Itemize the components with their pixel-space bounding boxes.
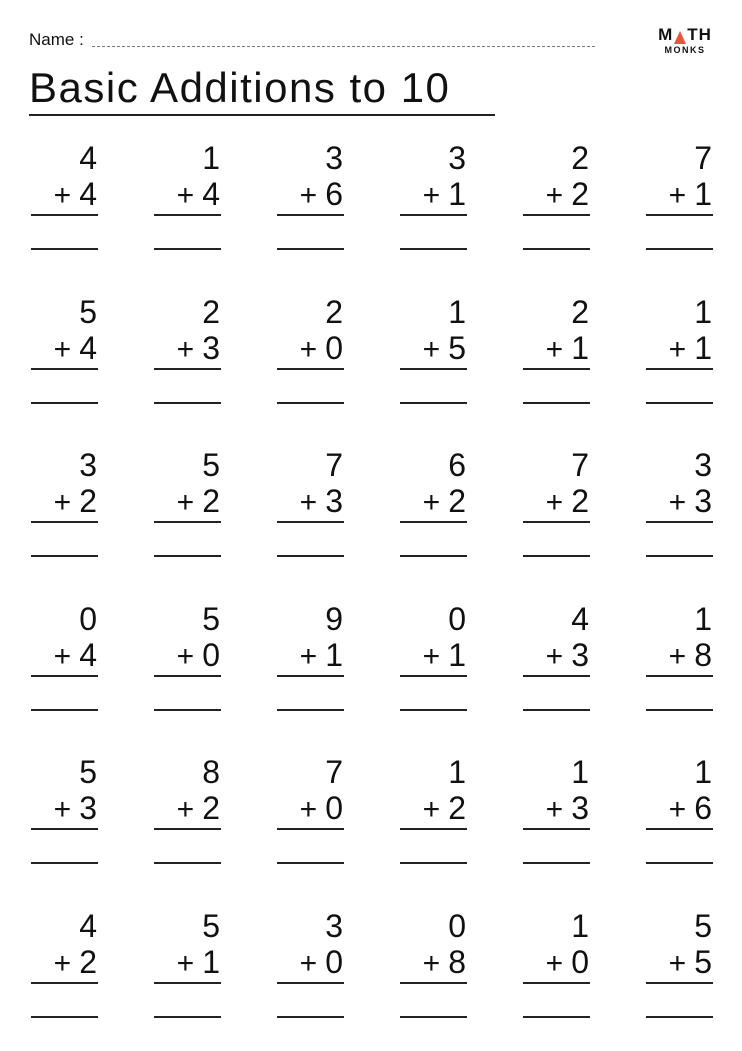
top-addend: 4 — [79, 140, 97, 176]
top-addend: 0 — [79, 601, 97, 637]
sum-line — [523, 982, 590, 984]
answer-blank[interactable] — [646, 402, 713, 404]
addition-problem — [2, 437, 125, 591]
plus-sign: + — [177, 179, 195, 212]
sum-line — [523, 368, 590, 370]
top-addend: 4 — [571, 601, 589, 637]
addition-problem — [371, 898, 494, 1051]
addition-problem — [371, 284, 494, 438]
bottom-row — [54, 944, 97, 982]
answer-blank[interactable] — [523, 402, 590, 404]
bottom-row — [423, 637, 466, 675]
top-addend: 5 — [79, 754, 97, 790]
sum-line — [154, 828, 221, 830]
bottom-addend: 2 — [79, 483, 97, 519]
addition-problem — [617, 437, 740, 591]
bottom-row — [177, 483, 220, 521]
bottom-row — [669, 483, 712, 521]
sum-line — [31, 368, 98, 370]
sum-line — [400, 368, 467, 370]
bottom-row — [177, 944, 220, 982]
sum-line — [523, 828, 590, 830]
sum-line — [523, 521, 590, 523]
answer-blank[interactable] — [154, 555, 221, 557]
bottom-row — [54, 176, 97, 214]
plus-sign: + — [54, 793, 72, 826]
bottom-row — [546, 176, 589, 214]
addition-problem — [617, 284, 740, 438]
addition-problem — [125, 744, 248, 898]
answer-blank[interactable] — [154, 1016, 221, 1018]
top-addend: 5 — [79, 294, 97, 330]
bottom-addend: 5 — [448, 330, 466, 366]
top-addend: 8 — [202, 754, 220, 790]
addition-problem — [248, 898, 371, 1051]
top-addend: 5 — [694, 908, 712, 944]
bottom-addend: 0 — [325, 944, 343, 980]
sum-line — [31, 214, 98, 216]
addition-problem — [248, 130, 371, 284]
bottom-addend: 0 — [325, 330, 343, 366]
sum-line — [400, 982, 467, 984]
plus-sign: + — [546, 333, 564, 366]
bottom-addend: 4 — [79, 176, 97, 212]
bottom-addend: 6 — [325, 176, 343, 212]
bottom-addend: 4 — [79, 330, 97, 366]
addition-problem — [617, 744, 740, 898]
top-addend: 5 — [202, 447, 220, 483]
sum-line — [31, 828, 98, 830]
bottom-addend: 3 — [571, 637, 589, 673]
top-addend: 5 — [202, 908, 220, 944]
addition-problem — [371, 437, 494, 591]
top-addend: 2 — [571, 140, 589, 176]
answer-blank[interactable] — [523, 709, 590, 711]
bottom-row — [54, 790, 97, 828]
plus-sign: + — [423, 333, 441, 366]
bottom-row — [669, 790, 712, 828]
bottom-addend: 0 — [202, 637, 220, 673]
bottom-addend: 2 — [571, 176, 589, 212]
plus-sign: + — [177, 947, 195, 980]
bottom-addend: 1 — [571, 330, 589, 366]
bottom-addend: 8 — [448, 944, 466, 980]
sum-line — [400, 828, 467, 830]
top-addend: 1 — [448, 754, 466, 790]
answer-blank[interactable] — [31, 555, 98, 557]
top-addend: 1 — [448, 294, 466, 330]
answer-blank[interactable] — [277, 248, 344, 250]
sum-line — [154, 521, 221, 523]
top-addend: 9 — [325, 601, 343, 637]
answer-blank[interactable] — [400, 248, 467, 250]
addition-problem — [494, 744, 617, 898]
plus-sign: + — [546, 947, 564, 980]
plus-sign: + — [300, 179, 318, 212]
plus-sign: + — [177, 333, 195, 366]
sum-line — [646, 982, 713, 984]
top-addend: 1 — [694, 601, 712, 637]
addition-problem — [125, 591, 248, 745]
answer-blank[interactable] — [154, 709, 221, 711]
bottom-row — [177, 637, 220, 675]
plus-sign: + — [177, 793, 195, 826]
logo-text-right: TH — [687, 26, 712, 44]
bottom-addend: 1 — [325, 637, 343, 673]
bottom-addend: 0 — [571, 944, 589, 980]
bottom-row — [423, 176, 466, 214]
addition-problem — [494, 130, 617, 284]
answer-blank[interactable] — [646, 709, 713, 711]
plus-sign: + — [669, 640, 687, 673]
answer-blank[interactable] — [154, 862, 221, 864]
page-title: Basic Additions to 10 — [29, 64, 450, 112]
top-addend: 3 — [448, 140, 466, 176]
bottom-row — [423, 483, 466, 521]
answer-blank[interactable] — [523, 862, 590, 864]
bottom-row — [300, 790, 343, 828]
bottom-addend: 2 — [202, 483, 220, 519]
bottom-row — [669, 637, 712, 675]
bottom-addend: 3 — [325, 483, 343, 519]
addition-problem — [371, 130, 494, 284]
addition-problem — [494, 284, 617, 438]
addition-problem — [248, 437, 371, 591]
plus-sign: + — [54, 333, 72, 366]
sum-line — [523, 675, 590, 677]
answer-blank[interactable] — [646, 248, 713, 250]
bottom-row — [300, 330, 343, 368]
plus-sign: + — [54, 947, 72, 980]
bottom-row — [669, 330, 712, 368]
addition-problem — [2, 284, 125, 438]
logo-subtext: MONKS — [654, 45, 716, 55]
top-addend: 1 — [571, 754, 589, 790]
top-addend: 4 — [79, 908, 97, 944]
bottom-addend: 3 — [571, 790, 589, 826]
addition-problem — [248, 744, 371, 898]
bottom-row — [423, 790, 466, 828]
answer-blank[interactable] — [277, 1016, 344, 1018]
answer-blank[interactable] — [400, 402, 467, 404]
bottom-row — [177, 330, 220, 368]
plus-sign: + — [300, 640, 318, 673]
bottom-row — [669, 944, 712, 982]
sum-line — [646, 828, 713, 830]
answer-blank[interactable] — [154, 248, 221, 250]
sum-line — [154, 368, 221, 370]
top-addend: 0 — [448, 601, 466, 637]
plus-sign: + — [423, 640, 441, 673]
top-addend: 2 — [571, 294, 589, 330]
bottom-addend: 1 — [448, 637, 466, 673]
plus-sign: + — [669, 179, 687, 212]
plus-sign: + — [423, 486, 441, 519]
answer-blank[interactable] — [646, 1016, 713, 1018]
sum-line — [277, 214, 344, 216]
answer-blank[interactable] — [31, 402, 98, 404]
addition-problem — [371, 744, 494, 898]
bottom-addend: 1 — [202, 944, 220, 980]
bottom-row — [423, 330, 466, 368]
answer-blank[interactable] — [523, 555, 590, 557]
answer-blank[interactable] — [400, 862, 467, 864]
sum-line — [31, 982, 98, 984]
answer-blank[interactable] — [400, 1016, 467, 1018]
bottom-row — [546, 483, 589, 521]
problem-grid — [0, 130, 742, 1051]
sum-line — [646, 675, 713, 677]
bottom-addend: 2 — [79, 944, 97, 980]
sum-line — [646, 521, 713, 523]
top-addend: 1 — [571, 908, 589, 944]
plus-sign: + — [300, 486, 318, 519]
bottom-row — [300, 637, 343, 675]
plus-sign: + — [177, 486, 195, 519]
addition-problem — [494, 437, 617, 591]
answer-blank[interactable] — [646, 862, 713, 864]
logo-text-left: M — [658, 26, 673, 44]
answer-blank[interactable] — [400, 555, 467, 557]
sum-line — [154, 982, 221, 984]
plus-sign: + — [300, 793, 318, 826]
math-monks-logo — [654, 26, 716, 55]
top-addend: 3 — [325, 140, 343, 176]
bottom-row — [423, 944, 466, 982]
addition-problem — [2, 744, 125, 898]
addition-problem — [125, 130, 248, 284]
bottom-addend: 8 — [694, 637, 712, 673]
sum-line — [646, 368, 713, 370]
bottom-row — [54, 637, 97, 675]
plus-sign: + — [669, 333, 687, 366]
bottom-addend: 5 — [694, 944, 712, 980]
plus-sign: + — [300, 333, 318, 366]
plus-sign: + — [546, 640, 564, 673]
top-addend: 3 — [79, 447, 97, 483]
bottom-addend: 1 — [448, 176, 466, 212]
sum-line — [400, 675, 467, 677]
bottom-addend: 1 — [694, 176, 712, 212]
addition-problem — [125, 437, 248, 591]
addition-problem — [248, 284, 371, 438]
sum-line — [400, 214, 467, 216]
sum-line — [277, 982, 344, 984]
top-addend: 0 — [448, 908, 466, 944]
plus-sign: + — [669, 947, 687, 980]
top-addend: 3 — [694, 447, 712, 483]
sum-line — [31, 675, 98, 677]
plus-sign: + — [669, 793, 687, 826]
addition-problem — [2, 130, 125, 284]
answer-blank[interactable] — [31, 709, 98, 711]
plus-sign: + — [546, 179, 564, 212]
top-addend: 1 — [694, 754, 712, 790]
answer-blank[interactable] — [31, 862, 98, 864]
bottom-addend: 4 — [202, 176, 220, 212]
bottom-row — [300, 176, 343, 214]
sum-line — [277, 368, 344, 370]
sum-line — [154, 675, 221, 677]
bottom-row — [54, 483, 97, 521]
addition-problem — [494, 591, 617, 745]
name-label: Name : — [29, 30, 84, 50]
addition-problem — [371, 591, 494, 745]
answer-blank[interactable] — [277, 709, 344, 711]
plus-sign: + — [54, 179, 72, 212]
bottom-addend: 2 — [571, 483, 589, 519]
answer-blank[interactable] — [400, 709, 467, 711]
triangle-icon — [674, 31, 686, 44]
bottom-row — [54, 330, 97, 368]
top-addend: 3 — [325, 908, 343, 944]
plus-sign: + — [546, 486, 564, 519]
bottom-row — [177, 176, 220, 214]
top-addend: 2 — [202, 294, 220, 330]
bottom-row — [177, 790, 220, 828]
sum-line — [277, 521, 344, 523]
addition-problem — [125, 898, 248, 1051]
bottom-row — [546, 790, 589, 828]
plus-sign: + — [54, 640, 72, 673]
answer-blank[interactable] — [277, 555, 344, 557]
bottom-addend: 0 — [325, 790, 343, 826]
plus-sign: + — [423, 793, 441, 826]
top-addend: 7 — [571, 447, 589, 483]
name-blank-line[interactable] — [92, 46, 595, 47]
top-addend: 2 — [325, 294, 343, 330]
title-underline — [29, 114, 495, 116]
bottom-addend: 4 — [79, 637, 97, 673]
bottom-row — [300, 483, 343, 521]
bottom-row — [669, 176, 712, 214]
top-addend: 5 — [202, 601, 220, 637]
top-addend: 7 — [325, 447, 343, 483]
bottom-row — [546, 944, 589, 982]
sum-line — [154, 214, 221, 216]
addition-problem — [494, 898, 617, 1051]
plus-sign: + — [177, 640, 195, 673]
bottom-addend: 3 — [202, 330, 220, 366]
answer-blank[interactable] — [31, 1016, 98, 1018]
answer-blank[interactable] — [646, 555, 713, 557]
plus-sign: + — [423, 947, 441, 980]
sum-line — [646, 214, 713, 216]
bottom-addend: 3 — [79, 790, 97, 826]
plus-sign: + — [300, 947, 318, 980]
top-addend: 7 — [694, 140, 712, 176]
sum-line — [31, 521, 98, 523]
addition-problem — [617, 591, 740, 745]
plus-sign: + — [423, 179, 441, 212]
addition-problem — [617, 898, 740, 1051]
answer-blank[interactable] — [523, 1016, 590, 1018]
sum-line — [523, 214, 590, 216]
bottom-addend: 3 — [694, 483, 712, 519]
top-addend: 6 — [448, 447, 466, 483]
answer-blank[interactable] — [154, 402, 221, 404]
addition-problem — [617, 130, 740, 284]
addition-problem — [248, 591, 371, 745]
sum-line — [277, 828, 344, 830]
bottom-row — [546, 330, 589, 368]
sum-line — [277, 675, 344, 677]
bottom-row — [546, 637, 589, 675]
sum-line — [400, 521, 467, 523]
top-addend: 7 — [325, 754, 343, 790]
answer-blank[interactable] — [31, 248, 98, 250]
addition-problem — [125, 284, 248, 438]
answer-blank[interactable] — [277, 402, 344, 404]
addition-problem — [2, 898, 125, 1051]
top-addend: 1 — [202, 140, 220, 176]
answer-blank[interactable] — [523, 248, 590, 250]
plus-sign: + — [546, 793, 564, 826]
bottom-addend: 2 — [202, 790, 220, 826]
top-addend: 1 — [694, 294, 712, 330]
bottom-addend: 6 — [694, 790, 712, 826]
bottom-row — [300, 944, 343, 982]
bottom-addend: 2 — [448, 483, 466, 519]
name-field[interactable] — [29, 26, 595, 50]
addition-problem — [2, 591, 125, 745]
plus-sign: + — [54, 486, 72, 519]
plus-sign: + — [669, 486, 687, 519]
bottom-addend: 2 — [448, 790, 466, 826]
bottom-addend: 1 — [694, 330, 712, 366]
answer-blank[interactable] — [277, 862, 344, 864]
